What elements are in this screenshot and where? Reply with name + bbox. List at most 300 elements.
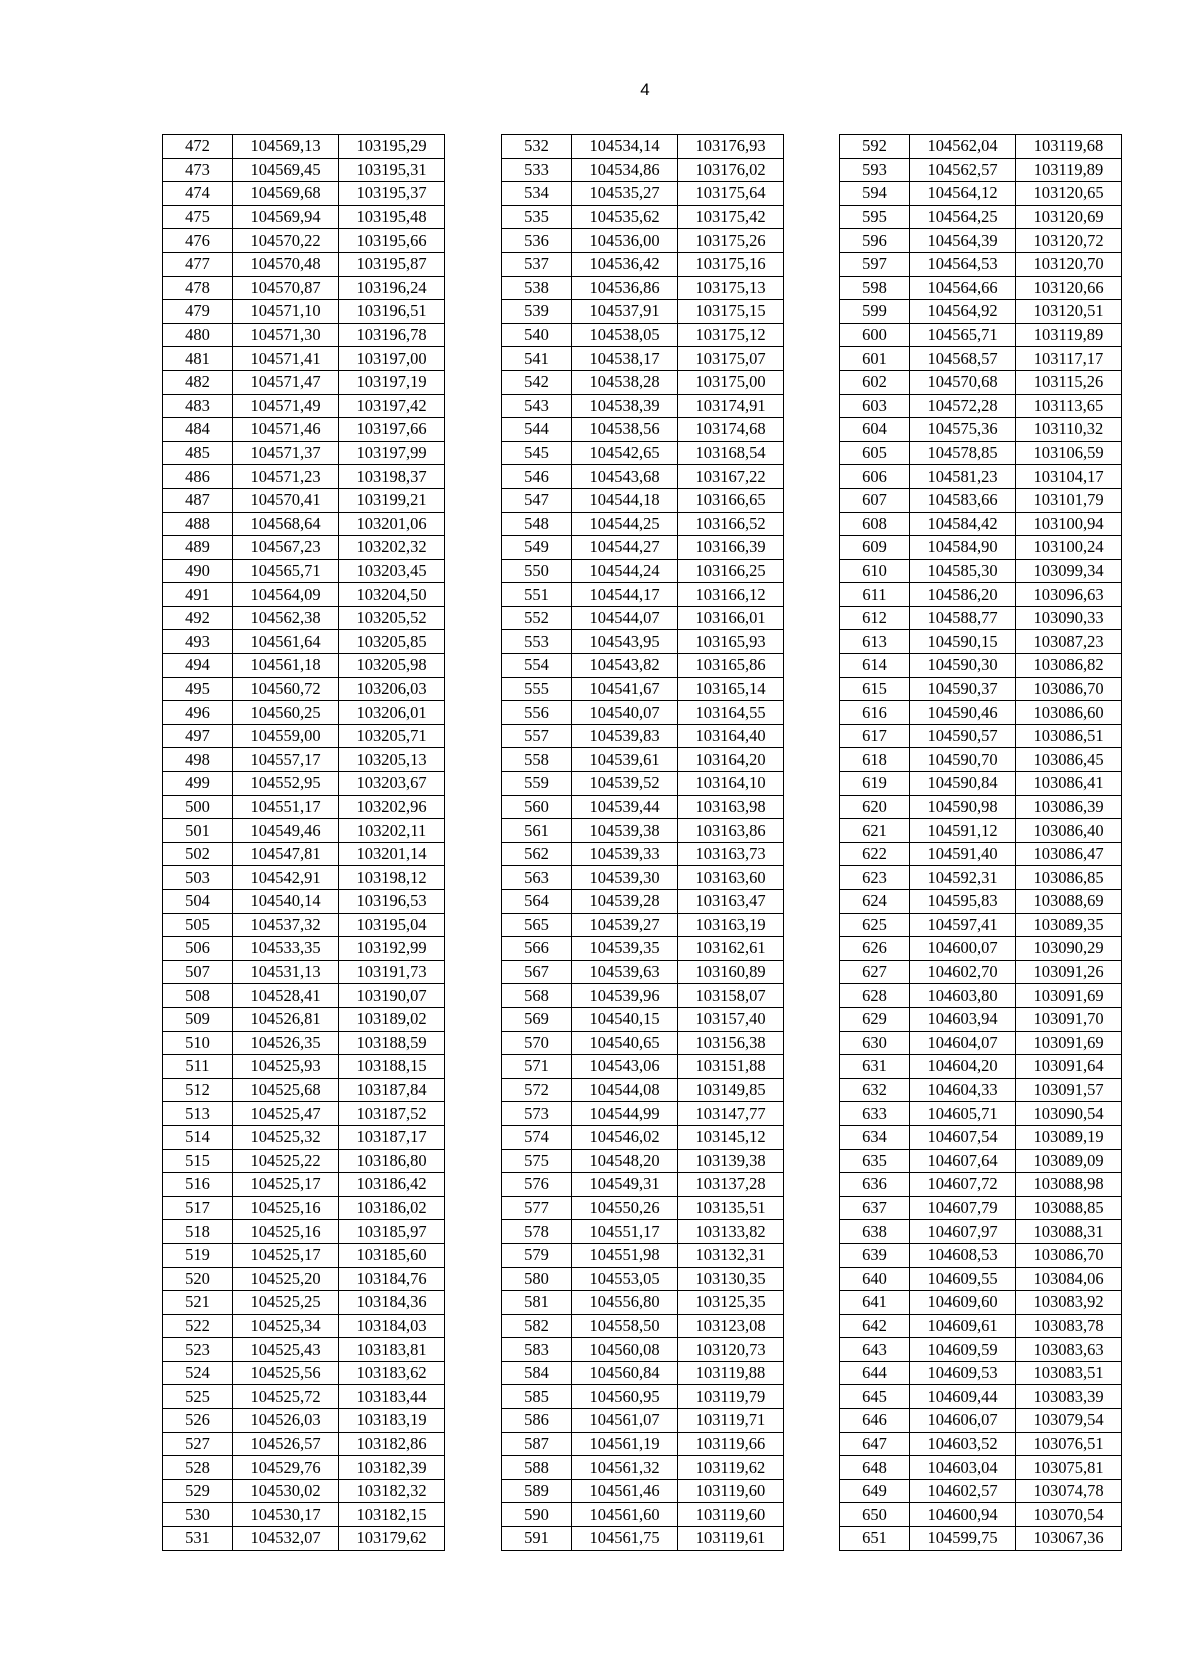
table-row: [502, 536, 784, 560]
x-coordinate-cell: 104539,83: [572, 724, 678, 748]
y-coordinate-cell: 103090,54: [1016, 1102, 1122, 1126]
table-row: [840, 606, 1122, 630]
table-row: [502, 583, 784, 607]
table-row: [163, 1055, 445, 1079]
table-row: [840, 559, 1122, 583]
y-coordinate-cell: 103100,94: [1016, 512, 1122, 536]
point-number-cell: 509: [163, 1007, 233, 1031]
x-coordinate-cell: 104571,23: [233, 465, 339, 489]
x-coordinate-cell: 104564,53: [910, 252, 1016, 276]
y-coordinate-cell: 103119,62: [678, 1456, 784, 1480]
x-coordinate-cell: 104571,47: [233, 370, 339, 394]
y-coordinate-cell: 103185,97: [339, 1220, 445, 1244]
y-coordinate-cell: 103163,73: [678, 842, 784, 866]
x-coordinate-cell: 104590,57: [910, 724, 1016, 748]
table-row: [840, 724, 1122, 748]
table-row: [163, 1314, 445, 1338]
point-number-cell: 528: [163, 1456, 233, 1480]
x-coordinate-cell: 104525,34: [233, 1314, 339, 1338]
point-number-cell: 472: [163, 135, 233, 159]
x-coordinate-cell: 104604,07: [910, 1031, 1016, 1055]
x-coordinate-cell: 104542,91: [233, 866, 339, 890]
y-coordinate-cell: 103086,82: [1016, 654, 1122, 678]
x-coordinate-cell: 104526,35: [233, 1031, 339, 1055]
y-coordinate-cell: 103074,78: [1016, 1479, 1122, 1503]
y-coordinate-cell: 103119,79: [678, 1385, 784, 1409]
table-row: [163, 1291, 445, 1315]
x-coordinate-cell: 104536,86: [572, 276, 678, 300]
point-number-cell: 586: [502, 1409, 572, 1433]
y-coordinate-cell: 103119,89: [1016, 158, 1122, 182]
table-row: [163, 1149, 445, 1173]
point-number-cell: 566: [502, 937, 572, 961]
y-coordinate-cell: 103163,19: [678, 913, 784, 937]
x-coordinate-cell: 104584,90: [910, 536, 1016, 560]
point-number-cell: 508: [163, 984, 233, 1008]
x-coordinate-cell: 104549,31: [572, 1173, 678, 1197]
point-number-cell: 524: [163, 1361, 233, 1385]
x-coordinate-cell: 104561,60: [572, 1503, 678, 1527]
x-coordinate-cell: 104525,47: [233, 1102, 339, 1126]
y-coordinate-cell: 103163,86: [678, 819, 784, 843]
table-row: [502, 1125, 784, 1149]
y-coordinate-cell: 103119,60: [678, 1479, 784, 1503]
x-coordinate-cell: 104603,94: [910, 1007, 1016, 1031]
point-number-cell: 545: [502, 441, 572, 465]
point-number-cell: 642: [840, 1314, 910, 1338]
point-number-cell: 555: [502, 677, 572, 701]
table-row: [163, 748, 445, 772]
point-number-cell: 589: [502, 1479, 572, 1503]
table-row: [840, 1479, 1122, 1503]
table-row: [502, 182, 784, 206]
table-row: [163, 1361, 445, 1385]
table-row: [502, 1196, 784, 1220]
point-number-cell: 504: [163, 890, 233, 914]
point-number-cell: 537: [502, 252, 572, 276]
x-coordinate-cell: 104559,00: [233, 724, 339, 748]
table-row: [840, 842, 1122, 866]
point-number-cell: 651: [840, 1527, 910, 1551]
x-coordinate-cell: 104560,25: [233, 701, 339, 725]
point-number-cell: 614: [840, 654, 910, 678]
table-row: [163, 913, 445, 937]
table-row: [840, 1220, 1122, 1244]
x-coordinate-cell: 104540,07: [572, 701, 678, 725]
y-coordinate-cell: 103132,31: [678, 1243, 784, 1267]
point-number-cell: 582: [502, 1314, 572, 1338]
x-coordinate-cell: 104544,25: [572, 512, 678, 536]
table-row: [840, 441, 1122, 465]
table-row: [163, 1432, 445, 1456]
table-row: [502, 276, 784, 300]
table-row: [502, 158, 784, 182]
x-coordinate-cell: 104526,81: [233, 1007, 339, 1031]
y-coordinate-cell: 103205,52: [339, 606, 445, 630]
table-row: [840, 1267, 1122, 1291]
y-coordinate-cell: 103166,12: [678, 583, 784, 607]
y-coordinate-cell: 103120,69: [1016, 205, 1122, 229]
x-coordinate-cell: 104607,97: [910, 1220, 1016, 1244]
point-number-cell: 605: [840, 441, 910, 465]
x-coordinate-cell: 104564,12: [910, 182, 1016, 206]
y-coordinate-cell: 103176,02: [678, 158, 784, 182]
x-coordinate-cell: 104604,33: [910, 1078, 1016, 1102]
point-number-cell: 591: [502, 1527, 572, 1551]
x-coordinate-cell: 104535,62: [572, 205, 678, 229]
x-coordinate-cell: 104588,77: [910, 606, 1016, 630]
table-row: [840, 536, 1122, 560]
table-row: [502, 370, 784, 394]
point-number-cell: 596: [840, 229, 910, 253]
y-coordinate-cell: 103188,59: [339, 1031, 445, 1055]
table-row: [502, 394, 784, 418]
y-coordinate-cell: 103197,99: [339, 441, 445, 465]
table-row: [502, 701, 784, 725]
point-number-cell: 489: [163, 536, 233, 560]
table-row: [840, 677, 1122, 701]
x-coordinate-cell: 104602,70: [910, 960, 1016, 984]
x-coordinate-cell: 104529,76: [233, 1456, 339, 1480]
point-number-cell: 601: [840, 347, 910, 371]
table-row: [502, 984, 784, 1008]
x-coordinate-cell: 104530,02: [233, 1479, 339, 1503]
y-coordinate-cell: 103096,63: [1016, 583, 1122, 607]
y-coordinate-cell: 103197,00: [339, 347, 445, 371]
x-coordinate-cell: 104546,02: [572, 1125, 678, 1149]
point-number-cell: 579: [502, 1243, 572, 1267]
point-number-cell: 540: [502, 323, 572, 347]
y-coordinate-cell: 103086,39: [1016, 795, 1122, 819]
table-row: [840, 772, 1122, 796]
point-number-cell: 571: [502, 1055, 572, 1079]
table-row: [502, 677, 784, 701]
point-number-cell: 643: [840, 1338, 910, 1362]
x-coordinate-cell: 104600,07: [910, 937, 1016, 961]
y-coordinate-cell: 103189,02: [339, 1007, 445, 1031]
y-coordinate-cell: 103088,31: [1016, 1220, 1122, 1244]
y-coordinate-cell: 103166,01: [678, 606, 784, 630]
coordinates-table-3: [839, 134, 1122, 1551]
table-row: [502, 724, 784, 748]
point-number-cell: 507: [163, 960, 233, 984]
x-coordinate-cell: 104543,68: [572, 465, 678, 489]
y-coordinate-cell: 103091,64: [1016, 1055, 1122, 1079]
point-number-cell: 632: [840, 1078, 910, 1102]
x-coordinate-cell: 104544,17: [572, 583, 678, 607]
x-coordinate-cell: 104537,91: [572, 300, 678, 324]
y-coordinate-cell: 103185,60: [339, 1243, 445, 1267]
y-coordinate-cell: 103086,70: [1016, 1243, 1122, 1267]
table-row: [840, 1503, 1122, 1527]
table-row: [163, 1338, 445, 1362]
point-number-cell: 515: [163, 1149, 233, 1173]
table-row: [502, 772, 784, 796]
x-coordinate-cell: 104603,52: [910, 1432, 1016, 1456]
y-coordinate-cell: 103086,70: [1016, 677, 1122, 701]
table-row: [163, 465, 445, 489]
x-coordinate-cell: 104609,53: [910, 1361, 1016, 1385]
table-row: [163, 842, 445, 866]
point-number-cell: 554: [502, 654, 572, 678]
point-number-cell: 568: [502, 984, 572, 1008]
x-coordinate-cell: 104538,39: [572, 394, 678, 418]
x-coordinate-cell: 104543,06: [572, 1055, 678, 1079]
y-coordinate-cell: 103163,47: [678, 890, 784, 914]
y-coordinate-cell: 103195,37: [339, 182, 445, 206]
x-coordinate-cell: 104585,30: [910, 559, 1016, 583]
point-number-cell: 621: [840, 819, 910, 843]
y-coordinate-cell: 103091,70: [1016, 1007, 1122, 1031]
coordinates-table-2: [501, 134, 784, 1551]
x-coordinate-cell: 104553,05: [572, 1267, 678, 1291]
x-coordinate-cell: 104564,66: [910, 276, 1016, 300]
table-row: [163, 182, 445, 206]
point-number-cell: 561: [502, 819, 572, 843]
y-coordinate-cell: 103196,24: [339, 276, 445, 300]
x-coordinate-cell: 104608,53: [910, 1243, 1016, 1267]
table-row: [502, 1007, 784, 1031]
table-row: [502, 323, 784, 347]
table-row: [502, 890, 784, 914]
table-row: [840, 488, 1122, 512]
y-coordinate-cell: 103089,35: [1016, 913, 1122, 937]
x-coordinate-cell: 104525,16: [233, 1196, 339, 1220]
y-coordinate-cell: 103182,15: [339, 1503, 445, 1527]
point-number-cell: 500: [163, 795, 233, 819]
point-number-cell: 573: [502, 1102, 572, 1126]
table-row: [502, 205, 784, 229]
point-number-cell: 542: [502, 370, 572, 394]
point-number-cell: 546: [502, 465, 572, 489]
x-coordinate-cell: 104556,80: [572, 1291, 678, 1315]
table-row: [502, 559, 784, 583]
table-row: [840, 866, 1122, 890]
table-row: [840, 1338, 1122, 1362]
point-number-cell: 623: [840, 866, 910, 890]
x-coordinate-cell: 104578,85: [910, 441, 1016, 465]
y-coordinate-cell: 103174,91: [678, 394, 784, 418]
y-coordinate-cell: 103195,48: [339, 205, 445, 229]
x-coordinate-cell: 104564,25: [910, 205, 1016, 229]
table-row: [840, 890, 1122, 914]
point-number-cell: 631: [840, 1055, 910, 1079]
x-coordinate-cell: 104538,28: [572, 370, 678, 394]
point-number-cell: 594: [840, 182, 910, 206]
x-coordinate-cell: 104548,20: [572, 1149, 678, 1173]
table-row: [502, 630, 784, 654]
point-number-cell: 557: [502, 724, 572, 748]
point-number-cell: 521: [163, 1291, 233, 1315]
point-number-cell: 607: [840, 488, 910, 512]
y-coordinate-cell: 103087,23: [1016, 630, 1122, 654]
x-coordinate-cell: 104560,84: [572, 1361, 678, 1385]
point-number-cell: 649: [840, 1479, 910, 1503]
table-row: [163, 229, 445, 253]
point-number-cell: 619: [840, 772, 910, 796]
y-coordinate-cell: 103090,29: [1016, 937, 1122, 961]
y-coordinate-cell: 103205,85: [339, 630, 445, 654]
table-row: [163, 370, 445, 394]
y-coordinate-cell: 103183,19: [339, 1409, 445, 1433]
y-coordinate-cell: 103089,19: [1016, 1125, 1122, 1149]
point-number-cell: 558: [502, 748, 572, 772]
y-coordinate-cell: 103086,41: [1016, 772, 1122, 796]
x-coordinate-cell: 104572,28: [910, 394, 1016, 418]
y-coordinate-cell: 103130,35: [678, 1267, 784, 1291]
point-number-cell: 613: [840, 630, 910, 654]
point-number-cell: 622: [840, 842, 910, 866]
point-number-cell: 551: [502, 583, 572, 607]
table-row: [163, 960, 445, 984]
point-number-cell: 645: [840, 1385, 910, 1409]
table-row: [163, 276, 445, 300]
point-number-cell: 526: [163, 1409, 233, 1433]
x-coordinate-cell: 104525,17: [233, 1243, 339, 1267]
point-number-cell: 620: [840, 795, 910, 819]
x-coordinate-cell: 104571,37: [233, 441, 339, 465]
point-number-cell: 482: [163, 370, 233, 394]
x-coordinate-cell: 104557,17: [233, 748, 339, 772]
y-coordinate-cell: 103101,79: [1016, 488, 1122, 512]
x-coordinate-cell: 104607,79: [910, 1196, 1016, 1220]
x-coordinate-cell: 104586,20: [910, 583, 1016, 607]
point-number-cell: 644: [840, 1361, 910, 1385]
point-number-cell: 629: [840, 1007, 910, 1031]
x-coordinate-cell: 104600,94: [910, 1503, 1016, 1527]
table-row: [163, 205, 445, 229]
point-number-cell: 639: [840, 1243, 910, 1267]
y-coordinate-cell: 103119,60: [678, 1503, 784, 1527]
table-row: [840, 748, 1122, 772]
y-coordinate-cell: 103196,53: [339, 890, 445, 914]
table-row: [163, 1102, 445, 1126]
x-coordinate-cell: 104609,61: [910, 1314, 1016, 1338]
point-number-cell: 548: [502, 512, 572, 536]
table-row: [163, 795, 445, 819]
point-number-cell: 588: [502, 1456, 572, 1480]
x-coordinate-cell: 104558,50: [572, 1314, 678, 1338]
point-number-cell: 592: [840, 135, 910, 159]
y-coordinate-cell: 103086,47: [1016, 842, 1122, 866]
table-row: [163, 1385, 445, 1409]
table-row: [502, 347, 784, 371]
table-row: [502, 866, 784, 890]
y-coordinate-cell: 103179,62: [339, 1527, 445, 1551]
table-row: [163, 536, 445, 560]
point-number-cell: 633: [840, 1102, 910, 1126]
point-number-cell: 550: [502, 559, 572, 583]
point-number-cell: 478: [163, 276, 233, 300]
point-number-cell: 556: [502, 701, 572, 725]
y-coordinate-cell: 103119,68: [1016, 135, 1122, 159]
point-number-cell: 650: [840, 1503, 910, 1527]
point-number-cell: 584: [502, 1361, 572, 1385]
x-coordinate-cell: 104569,68: [233, 182, 339, 206]
x-coordinate-cell: 104532,07: [233, 1527, 339, 1551]
table-row: [502, 606, 784, 630]
point-number-cell: 611: [840, 583, 910, 607]
x-coordinate-cell: 104590,30: [910, 654, 1016, 678]
y-coordinate-cell: 103119,66: [678, 1432, 784, 1456]
table-row: [163, 1527, 445, 1551]
table-row: [502, 1291, 784, 1315]
x-coordinate-cell: 104533,35: [233, 937, 339, 961]
y-coordinate-cell: 103168,54: [678, 441, 784, 465]
x-coordinate-cell: 104540,65: [572, 1031, 678, 1055]
table-row: [840, 418, 1122, 442]
point-number-cell: 532: [502, 135, 572, 159]
point-number-cell: 626: [840, 937, 910, 961]
point-number-cell: 609: [840, 536, 910, 560]
y-coordinate-cell: 103139,38: [678, 1149, 784, 1173]
x-coordinate-cell: 104525,68: [233, 1078, 339, 1102]
x-coordinate-cell: 104525,25: [233, 1291, 339, 1315]
y-coordinate-cell: 103197,66: [339, 418, 445, 442]
point-number-cell: 539: [502, 300, 572, 324]
x-coordinate-cell: 104538,05: [572, 323, 678, 347]
x-coordinate-cell: 104552,95: [233, 772, 339, 796]
x-coordinate-cell: 104542,65: [572, 441, 678, 465]
table-row: [840, 1409, 1122, 1433]
y-coordinate-cell: 103070,54: [1016, 1503, 1122, 1527]
x-coordinate-cell: 104544,24: [572, 559, 678, 583]
y-coordinate-cell: 103203,67: [339, 772, 445, 796]
y-coordinate-cell: 103086,40: [1016, 819, 1122, 843]
point-number-cell: 585: [502, 1385, 572, 1409]
point-number-cell: 490: [163, 559, 233, 583]
y-coordinate-cell: 103158,07: [678, 984, 784, 1008]
point-number-cell: 519: [163, 1243, 233, 1267]
x-coordinate-cell: 104575,36: [910, 418, 1016, 442]
table-row: [840, 1102, 1122, 1126]
y-coordinate-cell: 103175,64: [678, 182, 784, 206]
point-number-cell: 580: [502, 1267, 572, 1291]
table-row: [840, 1149, 1122, 1173]
point-number-cell: 484: [163, 418, 233, 442]
table-row: [840, 252, 1122, 276]
table-row: [502, 795, 784, 819]
table-row: [502, 1102, 784, 1126]
table-row: [502, 441, 784, 465]
table-row: [840, 1125, 1122, 1149]
x-coordinate-cell: 104539,35: [572, 937, 678, 961]
point-number-cell: 569: [502, 1007, 572, 1031]
x-coordinate-cell: 104560,95: [572, 1385, 678, 1409]
y-coordinate-cell: 103175,07: [678, 347, 784, 371]
x-coordinate-cell: 104609,55: [910, 1267, 1016, 1291]
y-coordinate-cell: 103119,88: [678, 1361, 784, 1385]
table-row: [502, 1503, 784, 1527]
table-row: [502, 842, 784, 866]
point-number-cell: 529: [163, 1479, 233, 1503]
x-coordinate-cell: 104544,07: [572, 606, 678, 630]
y-coordinate-cell: 103183,81: [339, 1338, 445, 1362]
x-coordinate-cell: 104535,27: [572, 182, 678, 206]
y-coordinate-cell: 103091,26: [1016, 960, 1122, 984]
x-coordinate-cell: 104609,60: [910, 1291, 1016, 1315]
x-coordinate-cell: 104539,28: [572, 890, 678, 914]
y-coordinate-cell: 103196,51: [339, 300, 445, 324]
table-row: [163, 1007, 445, 1031]
x-coordinate-cell: 104583,66: [910, 488, 1016, 512]
point-number-cell: 483: [163, 394, 233, 418]
table-row: [163, 488, 445, 512]
table-row: [163, 606, 445, 630]
x-coordinate-cell: 104560,08: [572, 1338, 678, 1362]
y-coordinate-cell: 103196,78: [339, 323, 445, 347]
point-number-cell: 598: [840, 276, 910, 300]
